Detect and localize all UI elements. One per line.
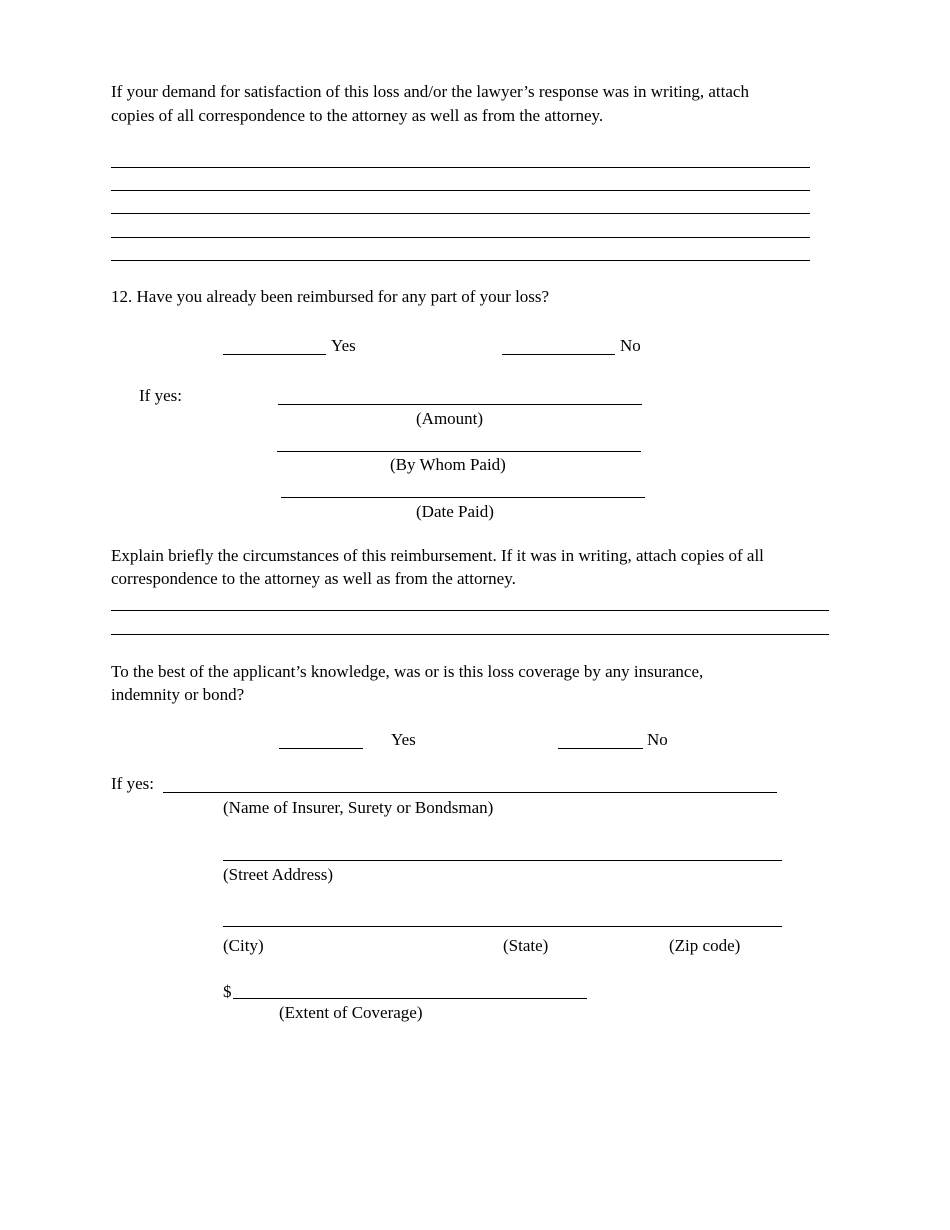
reimbursed-if-yes-label: If yes: [139,386,182,405]
insurance-question-line-2: indemnity or bond? [111,685,245,704]
city-state-zip-input[interactable] [223,926,782,927]
by-whom-paid-input[interactable] [277,451,641,452]
currency-symbol: $ [223,982,232,1001]
date-paid-input[interactable] [281,497,645,498]
correspondence-input-line-5[interactable] [111,260,810,261]
question-12: 12. Have you already been reimbursed for any part of your loss? [111,287,550,306]
date-paid-caption: (Date Paid) [416,502,494,521]
reimbursed-yes-blank[interactable] [223,354,326,355]
zip-caption: (Zip code) [669,936,741,955]
reimbursed-yes-label: Yes [331,336,356,355]
attach-instructions-line-1: If your demand for satisfaction of this loss and/or the lawyer’s response was in writing, attach [111,82,749,101]
insurance-no-blank[interactable] [558,748,643,749]
amount-caption: (Amount) [416,409,484,428]
correspondence-input-line-1[interactable] [111,167,810,168]
insurer-name-caption: (Name of Insurer, Surety or Bondsman) [223,798,494,817]
explain-input-line-2[interactable] [111,634,829,635]
reimbursed-no-label: No [620,336,641,355]
reimbursed-no-blank[interactable] [502,354,615,355]
correspondence-input-line-4[interactable] [111,237,810,238]
street-address-input[interactable] [223,860,782,861]
attach-instructions-line-2: copies of all correspondence to the attorney as well as from the attorney. [111,106,604,125]
insurance-no-label: No [647,730,668,749]
by-whom-paid-caption: (By Whom Paid) [390,455,506,474]
insurance-question-line-1: To the best of the applicant’s knowledge, was or is this loss coverage by any insurance, [111,662,704,681]
extent-of-coverage-caption: (Extent of Coverage) [279,1003,423,1022]
explain-instructions-line-1: Explain briefly the circumstances of this reimbursement. If it was in writing, attach copies of all [111,546,764,565]
insurer-name-input[interactable] [163,792,777,793]
street-address-caption: (Street Address) [223,865,334,884]
correspondence-input-line-2[interactable] [111,190,810,191]
city-caption: (City) [223,936,264,955]
state-caption: (State) [503,936,549,955]
explain-input-line-1[interactable] [111,610,829,611]
insurance-yes-blank[interactable] [279,748,363,749]
insurance-yes-label: Yes [391,730,416,749]
explain-instructions-line-2: correspondence to the attorney as well as from the attorney. [111,569,516,588]
extent-of-coverage-input[interactable] [233,998,587,999]
amount-input[interactable] [278,404,642,405]
correspondence-input-line-3[interactable] [111,213,810,214]
insurance-if-yes-label: If yes: [111,774,154,793]
